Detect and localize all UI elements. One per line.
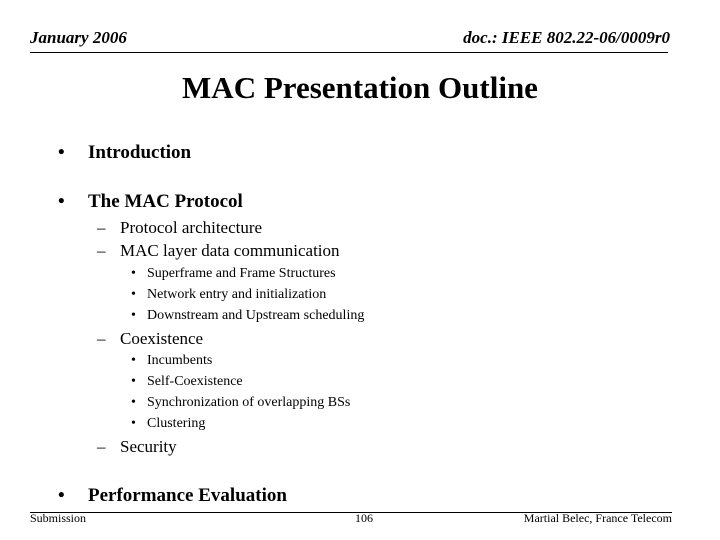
outline-subsubitem-label: Superframe and Frame Structures — [147, 266, 336, 281]
outline-subitem-label: Security — [120, 437, 177, 456]
bullet: • — [131, 287, 136, 302]
header-doc-id: doc.: IEEE 802.22-06/0009r0 — [463, 28, 670, 47]
outline-subitem-label: Coexistence — [120, 329, 204, 348]
footer-author: Martial Belec, France Telecom — [523, 511, 672, 525]
outline-subsubitem-label: Synchronization of overlapping BSs — [147, 395, 351, 410]
header-date: January 2006 — [30, 28, 127, 47]
header-divider — [30, 52, 668, 53]
outline-item-label: The MAC Protocol — [88, 191, 243, 212]
outline-subsubitem-label: Downstream and Upstream scheduling — [147, 308, 365, 323]
outline-subitem-label: Protocol architecture — [120, 218, 263, 237]
bullet: • — [58, 142, 65, 163]
outline-subsubitem-label: Self-Coexistence — [147, 374, 243, 389]
bullet: • — [58, 485, 65, 506]
bullet: • — [131, 308, 136, 323]
bullet: • — [131, 353, 136, 368]
footer-page-number: 106 — [355, 511, 373, 525]
outline-subitem-label: MAC layer data communication — [120, 241, 340, 260]
dash: – — [97, 218, 106, 237]
footer-submission: Submission — [30, 511, 87, 525]
outline-item-label: Performance Evaluation — [88, 485, 287, 506]
outline-subsubitem-label: Incumbents — [147, 353, 213, 368]
slide-title: MAC Presentation Outline — [182, 70, 538, 105]
bullet: • — [131, 395, 136, 410]
bullet: • — [131, 416, 136, 431]
outline-subsubitem-label: Clustering — [147, 416, 206, 431]
dash: – — [97, 241, 106, 260]
dash: – — [97, 329, 106, 348]
bullet: • — [131, 374, 136, 389]
outline-item-label: Introduction — [88, 142, 192, 163]
outline-subsubitem-label: Network entry and initialization — [147, 287, 327, 302]
dash: – — [97, 437, 106, 456]
bullet: • — [131, 266, 136, 281]
bullet: • — [58, 191, 65, 212]
